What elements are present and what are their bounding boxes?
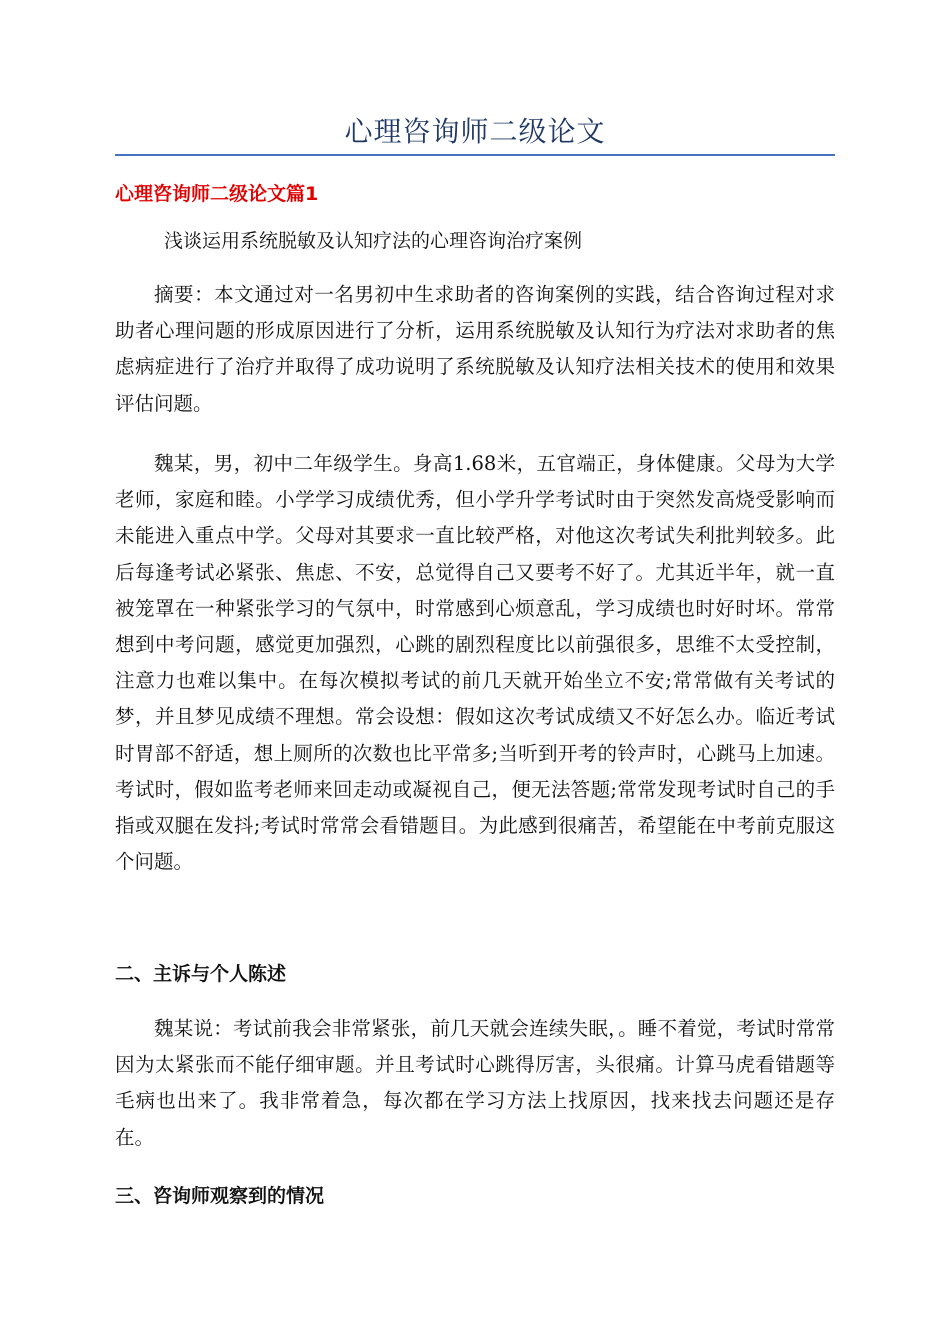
section-title: 心理咨询师二级论文篇1 (115, 183, 319, 205)
title-underline-divider (115, 154, 835, 156)
paper-subtitle: 浅谈运用系统脱敏及认知疗法的心理咨询治疗案例 (164, 230, 583, 252)
abstract-paragraph: 摘要：本文通过对一名男初中生求助者的咨询案例的实践，结合咨询过程对求助者心理问题的形成原因进行了分析，运用系统脱敏及认知行为疗法对求助者的焦虑病症进行了治疗并取得了成功说明了系统脱敏及认知疗法相关技术的使用和效果评估问题。 (115, 283, 835, 415)
complaint-paragraph: 魏某说：考试前我会非常紧张，前几天就会连续失眠，。睡不着觉，考试时常常因为太紧张而不能仔细审题。并且考试时心跳得厉害，头很痛。计算马虎看错题等毛病也出来了。我非常着急，每次都在学习方法上找原因，找来找去问题还是存在。 (115, 1017, 835, 1149)
document-title: 心理咨询师二级论文 (344, 115, 606, 148)
heading-chief-complaint: 二、主诉与个人陈述 (115, 963, 287, 985)
heading-counselor-observation: 三、咨询师观察到的情况 (115, 1185, 325, 1207)
case-intro-paragraph: 魏某，男，初中二年级学生。身高1.68米，五官端正，身体健康。父母为大学老师，家庭和睦。小学学习成绩优秀，但小学升学考试时由于突然发高烧受影响而未能进入重点中学。父母对其要求一直比较严格，对他这次考试失利批判较多。此后每逢考试必紧张、焦虑、不安，总觉得自己又要考不好了。尤其近半年，就一直被笼罩在一种紧张学习的气氛中，时常感到心烦意乱，学习成绩也时好时坏。常常想到中考问题，感觉更加强烈，心跳的剧烈程度比以前强很多，思维不太受控制，注意力也难以集中。在每次模拟考试的前几天就开始坐立不安;常常做有关考试的梦，并且梦见成绩不理想。常会设想：假如这次考试成绩又不好怎么办。临近考试时胃部不舒适，想上厕所的次数也比平常多;当听到开考的铃声时，心跳马上加速。考试时，假如监考老师来回走动或凝视自己，便无法答题;常常发现考试时自己的手指或双腿在发抖;考试时常常会看错题目。为此感到很痛苦，希望能在中考前克服这个问题。 (115, 452, 835, 874)
